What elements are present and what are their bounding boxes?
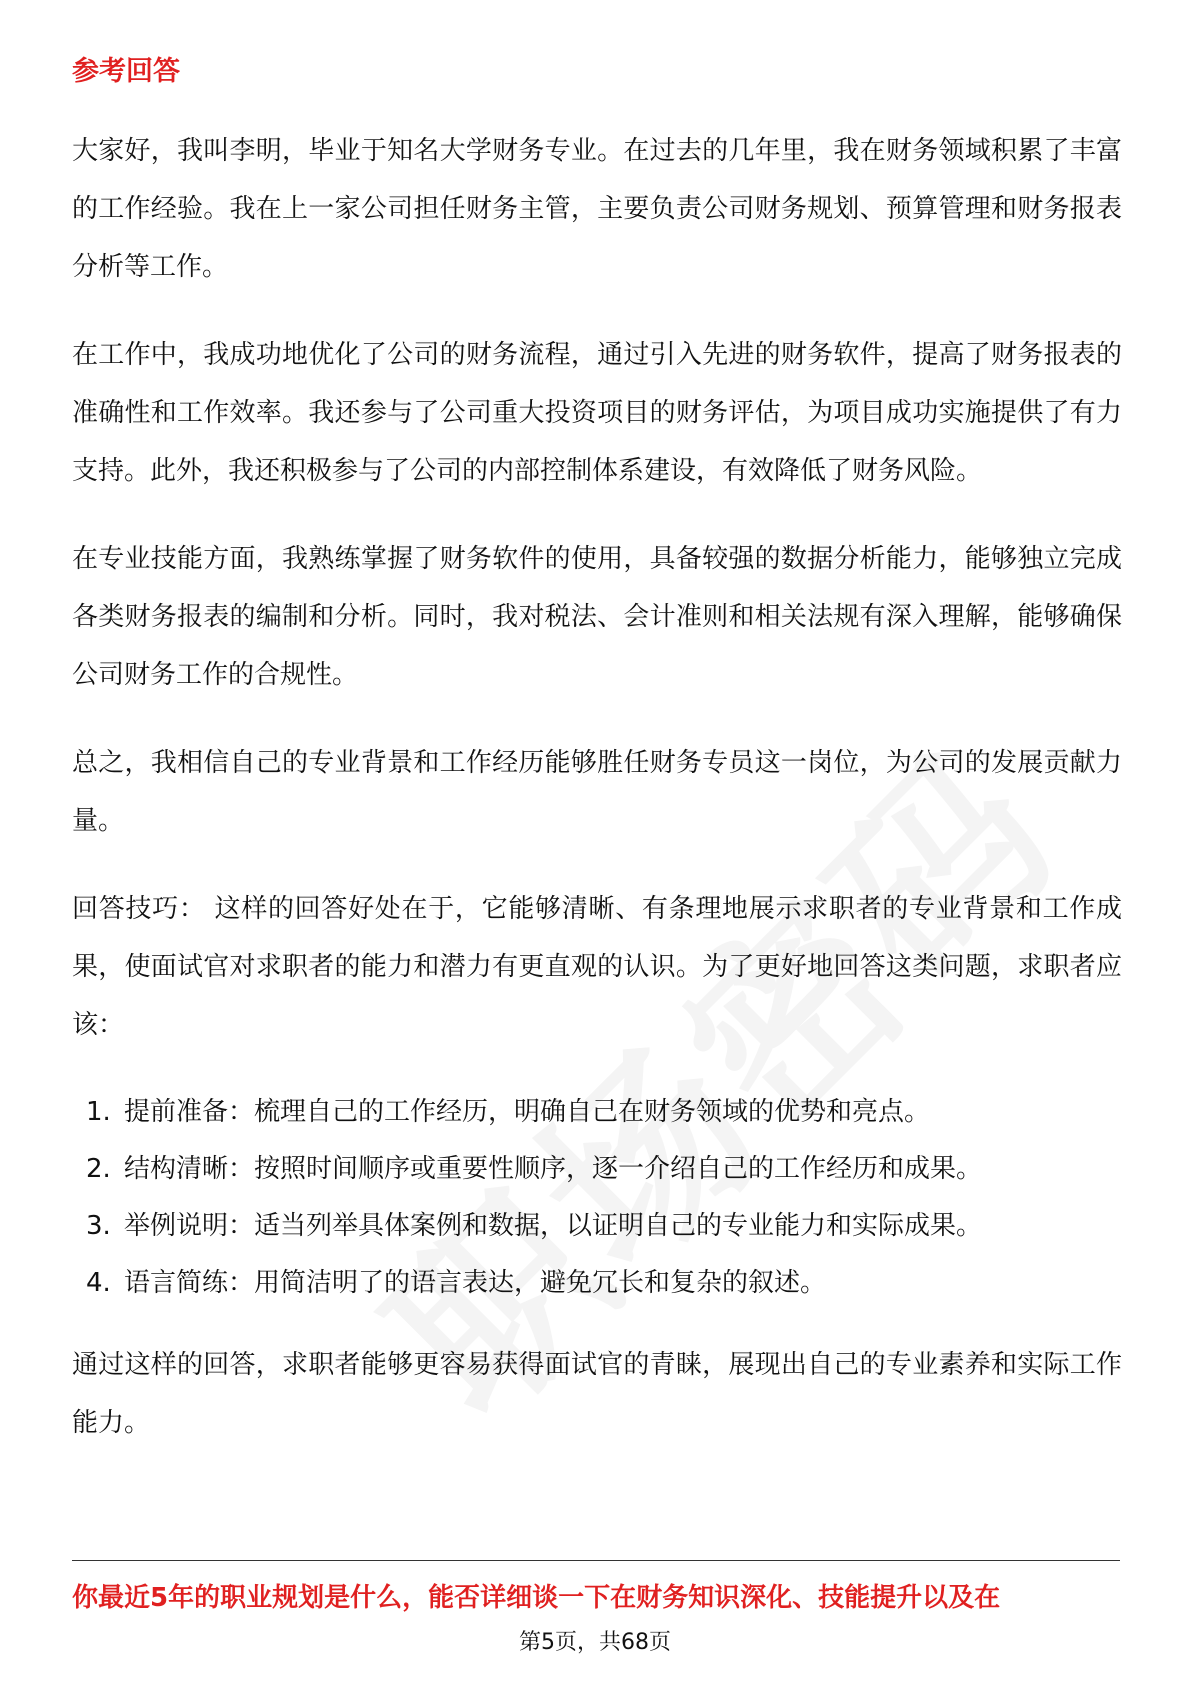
paragraph-closing: 通过这样的回答，求职者能够更容易获得面试官的青睐，展现出自己的专业素养和实际工作能力。	[72, 1350, 1122, 1438]
paragraph-intro: 大家好，我叫李明，毕业于知名大学财务专业。在过去的几年里，我在财务领域积累了丰富的工作经验。我在上一家公司担任财务主管，主要负责公司财务规划、预算管理和财务报表分析等工作。	[72, 136, 1122, 282]
list-item-number: 1.	[86, 1097, 111, 1127]
page-number: 第5页，共68页	[519, 1630, 671, 1655]
list-item	[86, 1198, 1122, 1255]
answer-content	[72, 122, 1122, 1482]
paragraph-skills: 在专业技能方面，我熟练掌握了财务软件的使用，具备较强的数据分析能力，能够独立完成各类财务报表的编制和分析。同时，我对税法、会计准则和相关法规有深入理解，能够确保公司财务工作的合规性。	[72, 544, 1122, 690]
section-title: 参考回答	[72, 56, 180, 87]
paragraph-tips-intro: 回答技巧： 这样的回答好处在于，它能够清晰、有条理地展示求职者的专业背景和工作成果，使面试官对求职者的能力和潜力有更直观的认识。为了更好地回答这类问题，求职者应该：	[72, 894, 1122, 1040]
list-item-text: 结构清晰：按照时间顺序或重要性顺序，逐一介绍自己的工作经历和成果。	[124, 1154, 983, 1184]
list-item-number: 2.	[86, 1154, 111, 1184]
list-item-number: 4.	[86, 1268, 111, 1298]
tips-list	[72, 1084, 1122, 1312]
list-item	[86, 1255, 1122, 1312]
list-item-number: 3.	[86, 1211, 111, 1241]
next-question-title: 你最近5年的职业规划是什么，能否详细谈一下在财务知识深化、技能提升以及在	[72, 1583, 1001, 1613]
section-divider	[72, 1560, 1120, 1561]
paragraph-work: 在工作中，我成功地优化了公司的财务流程，通过引入先进的财务软件，提高了财务报表的准确性和工作效率。我还参与了公司重大投资项目的财务评估，为项目成功实施提供了有力支持。此外，我还积极参与了公司的内部控制体系建设，有效降低了财务风险。	[72, 340, 1122, 486]
list-item	[86, 1141, 1122, 1198]
list-item-text: 语言简练：用简洁明了的语言表达，避免冗长和复杂的叙述。	[124, 1268, 827, 1298]
list-item	[86, 1084, 1122, 1141]
list-item-text: 提前准备：梳理自己的工作经历，明确自己在财务领域的优势和亮点。	[124, 1097, 931, 1127]
list-item-text: 举例说明：适当列举具体案例和数据，以证明自己的专业能力和实际成果。	[124, 1211, 983, 1241]
paragraph-summary: 总之，我相信自己的专业背景和工作经历能够胜任财务专员这一岗位，为公司的发展贡献力量。	[72, 748, 1122, 836]
